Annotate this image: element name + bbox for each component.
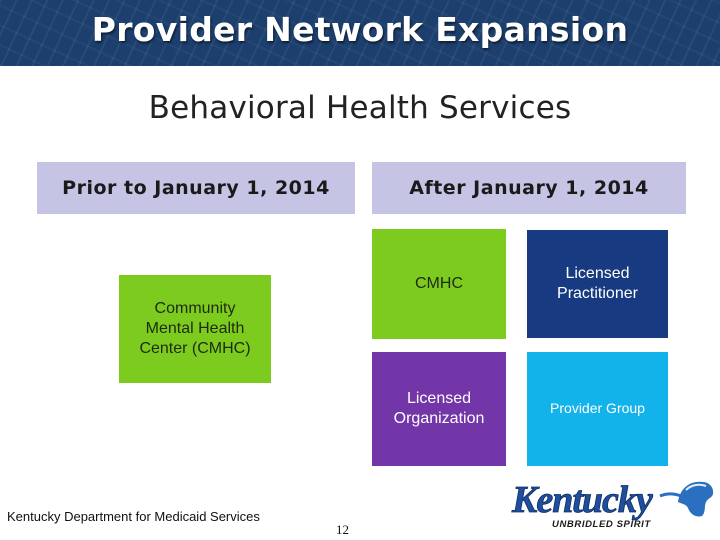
tile-label-line: Center (CMHC) (139, 340, 251, 357)
logo-wordmark: Kentucky (512, 479, 652, 521)
logo-tagline: UNBRIDLED SPIRIT (552, 519, 651, 530)
slide-subtitle: Behavioral Health Services (148, 90, 572, 126)
horse-head-icon (660, 482, 713, 517)
tile-label-line: Organization (393, 410, 485, 427)
tile-label (394, 389, 485, 429)
header-band (0, 0, 720, 66)
tile-licensed-practitioner (527, 230, 668, 338)
tile-label: CMHC (415, 275, 463, 292)
tile-label (139, 299, 250, 359)
column-header-after: After January 1, 2014 (372, 162, 686, 214)
page-number: 12 (336, 522, 349, 537)
tile-cmhc (372, 229, 506, 339)
tile-community-mental-health-center (119, 275, 271, 383)
slide-title: Provider Network Expansion (91, 10, 629, 49)
kentucky-logo (510, 472, 716, 534)
tile-label-line: Mental Health (145, 320, 245, 337)
tile-label-line: Licensed (406, 390, 472, 407)
tile-label-line: Community (154, 300, 236, 317)
tile-label-line: Practitioner (557, 285, 638, 302)
column-header-prior: Prior to January 1, 2014 (37, 162, 355, 214)
tile-provider-group (527, 352, 668, 466)
tile-licensed-organization (372, 352, 506, 466)
tile-label-line: Licensed (565, 265, 630, 282)
tile-label (557, 264, 638, 304)
footer-organization: Kentucky Department for Medicaid Services (7, 509, 260, 524)
tile-label: Provider Group (550, 400, 645, 417)
